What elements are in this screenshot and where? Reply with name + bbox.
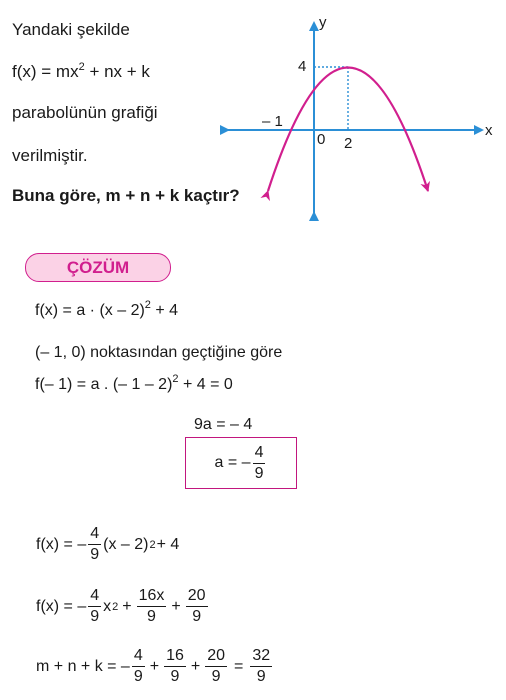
l6-x: x: [103, 597, 112, 615]
y-axis-label: y: [319, 14, 327, 31]
problem-question: Buna göre, m + n + k kaçtır?: [12, 186, 240, 205]
l5-numerator: 4: [88, 526, 101, 545]
parabola-graph: [200, 5, 500, 225]
l3-part-b: + 4 = 0: [178, 376, 233, 393]
origin-label: 0: [317, 131, 326, 148]
l7-result-numerator: 32: [250, 648, 272, 667]
l6-plus-2: +: [171, 597, 181, 615]
l7-fraction-3: [205, 648, 227, 685]
solution-line-3: [35, 373, 233, 394]
l7-f3-denominator: 9: [211, 668, 221, 685]
l3-exponent: 2: [172, 373, 179, 385]
function-exponent: 2: [78, 61, 85, 73]
l7-f1-numerator: 4: [132, 648, 145, 667]
l7-fraction-2: [164, 648, 186, 685]
solution-line-7: [35, 648, 273, 685]
box-numerator: 4: [253, 445, 266, 464]
l5-part-b: + 4: [156, 535, 180, 553]
l1-exponent: 2: [144, 299, 151, 311]
vertex-x-label: 2: [344, 135, 353, 152]
root-label: – 1: [262, 113, 283, 130]
l6-fraction-3: [186, 588, 208, 625]
l3-part-a: f(– 1) = a . (– 1 – 2): [35, 376, 173, 393]
solution-line-2: (– 1, 0) noktasından geçtiğine göre: [35, 344, 283, 361]
problem-line-1: Yandaki şekilde: [12, 20, 130, 39]
l7-f1-denominator: 9: [133, 668, 143, 685]
l7-equals: =: [234, 657, 244, 675]
l6-f1-numerator: 4: [88, 588, 101, 607]
l7-fraction-result: [250, 648, 272, 685]
function-part-a: f(x) = mx: [12, 62, 79, 81]
l7-plus-1: +: [149, 657, 160, 675]
l7-f3-numerator: 20: [205, 648, 227, 667]
l1-part-a: f(x) = a · (x – 2): [35, 302, 145, 319]
solution-line-6: f(x) = – $\frac{4}{9}$ x 2 + $\frac{16x}{9}$ + $\frac{20}{9}$: [36, 587, 206, 625]
solution-line-5: f(x) = – $\frac{4}{9}$ (x – 2) 2 + 4: [36, 525, 180, 563]
l6-f2-denominator: 9: [147, 608, 156, 625]
box-lhs: a = –: [214, 454, 251, 471]
solution-badge: ÇÖZÜM: [25, 253, 171, 282]
l5-fraction: [88, 526, 101, 563]
l5-denominator: 9: [90, 546, 100, 563]
l7-lhs: m + n + k = –: [36, 657, 130, 675]
l6-plus-1: +: [122, 597, 132, 615]
l6-fraction-2: [137, 588, 167, 625]
vertex-y-label: 4: [298, 58, 307, 75]
l7-f2-numerator: 16: [164, 648, 186, 667]
box-denominator: 9: [254, 464, 264, 482]
problem-function: [12, 62, 150, 82]
problem-line-4: verilmiştir.: [12, 146, 88, 165]
l5-lhs: f(x) = –: [36, 535, 87, 553]
problem-line-3: parabolünün grafiği: [12, 103, 158, 122]
l7-fraction-1: [132, 648, 145, 685]
l7-f2-denominator: 9: [170, 668, 180, 685]
l6-fraction-1: [88, 588, 101, 625]
answer-box: [185, 437, 297, 489]
l6-lhs: f(x) = –: [36, 597, 87, 615]
x-axis-label: x: [485, 122, 493, 139]
l6-f3-denominator: 9: [192, 608, 202, 625]
l6-f2-numerator: 16x: [137, 588, 167, 607]
l5-part-a: (x – 2): [103, 535, 149, 553]
l7-result-denominator: 9: [256, 668, 266, 685]
function-part-b: + nx + k: [84, 62, 150, 81]
box-fraction: [253, 445, 266, 482]
l1-part-b: + 4: [150, 302, 179, 319]
l6-f3-numerator: 20: [186, 588, 208, 607]
l6-f1-denominator: 9: [90, 608, 100, 625]
solution-line-4: 9a = – 4: [194, 416, 253, 433]
l7-plus-2: +: [190, 657, 201, 675]
solution-line-1: [35, 299, 179, 320]
